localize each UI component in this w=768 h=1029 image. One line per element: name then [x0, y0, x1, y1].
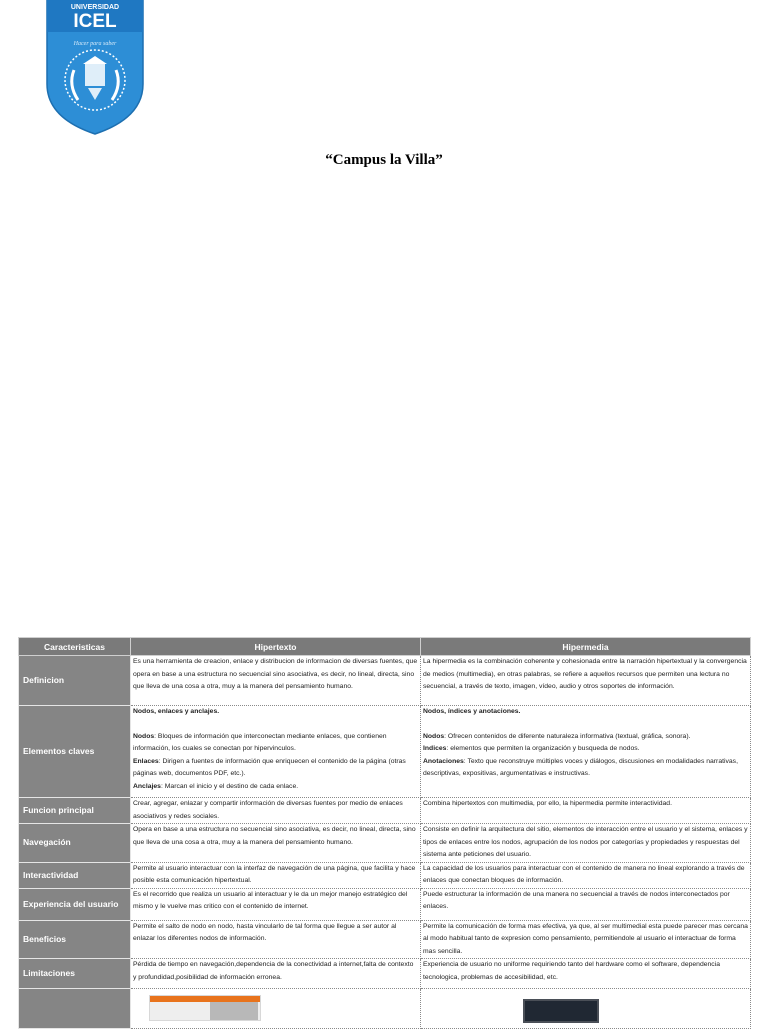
- svg-text:ICEL: ICEL: [73, 11, 117, 32]
- anclajes-text: : Marcan el inicio y el destino de cada enlace.: [160, 782, 299, 790]
- cell-hipermedia-navegacion: Consiste en definir la arquitectura del sitio, elementos de interacción entre el usuario y el sistema, enlaces y tipos de enlaces entre los nodos, agrupación de los nodos por categorías y propiedades y respuestas del sistema ante peticiones del usuario.: [421, 824, 751, 863]
- cell-hipertexto-navegacion: Opera en base a una estructura no secuencial sino asociativa, es decir, no lineal, directa, sino que lleva de una cosa a otra, muy a la manera del pensamiento humano.: [131, 824, 421, 863]
- table-row-definicion: [19, 656, 751, 706]
- cell-hipermedia-limitaciones: Experiencia de usuario no uniforme requiriendo tanto del hardware como el software, dependencia tecnologica, problemas de accesibilidad, etc.: [421, 959, 751, 989]
- hipertexto-example-image: [149, 995, 261, 1021]
- cell-hipermedia-experiencia: Puede estructurar la información de una manera no secuencial a través de nodos interconectados por enlaces.: [421, 888, 751, 920]
- nodos-label: Nodos: [133, 732, 155, 740]
- cell-hipermedia-definicion: La hipermedia es la combinación coherente y cohesionada entre la narración hipertextual y la convergencia de medios (multimedia), en otras palabras, se refiere a aquellos recursos que permiten una lectura no secuencial, a través de texto, imagen, vídeo, audio y otros soportes de información.: [421, 656, 751, 706]
- cell-hipertexto-beneficios: Permite el salto de nodo en nodo, hasta vincularlo de tal forma que llegue a ser autor al enlazar los diferentes nodos de información.: [131, 920, 421, 959]
- example-image-panel: [210, 1002, 258, 1020]
- hm-nodos-text: : Ofrecen contenidos de diferente naturaleza informativa (textual, gráfica, sonora).: [444, 732, 691, 740]
- row-label-elementos: Elementos claves: [19, 706, 131, 798]
- row-label-interactividad: Interactividad: [19, 862, 131, 888]
- cell-hipermedia-beneficios: Permite la comunicación de forma mas efectiva, ya que, al ser multimedial esta puede parecer mas cercana al modo habitual tanto de expresion como pensamiento, permitiendole al usuario el interactuar de forma mas sencilla.: [421, 920, 751, 959]
- svg-text:UNIVERSIDAD: UNIVERSIDAD: [70, 4, 120, 11]
- row-label-navegacion: Navegación: [19, 824, 131, 863]
- enlaces-text: : Dirigen a fuentes de información que enriquecen el contenido de la página (otras páginas web, documentos PDF, etc.).: [133, 757, 406, 777]
- row-label-beneficios: Beneficios: [19, 920, 131, 959]
- table-row-experiencia: [19, 888, 751, 920]
- row-label-definicion: Definicion: [19, 656, 131, 706]
- cell-hipertexto-limitaciones: Pérdida de tiempo en navegación,dependencia de la conectividad a internet,falta de contexto y profundidad,posibilidad de información erronea.: [131, 959, 421, 989]
- column-header-hipermedia: Hipermedia: [421, 638, 751, 656]
- table-row-navegacion: [19, 824, 751, 863]
- table-header-row: [19, 638, 751, 656]
- table-row-elementos: [19, 706, 751, 798]
- cell-hipermedia-interactividad: La capacidad de los usuarios para interactuar con el contenido de manera no lineal explorando a través de enlaces que conectan bloques de información.: [421, 862, 751, 888]
- indices-label: Indices: [423, 745, 447, 752]
- row-label-ejemplo: [19, 989, 131, 1029]
- elementos-hipertexto-heading: Nodos, enlaces y anclajes.: [133, 708, 220, 715]
- column-header-caracteristicas: Caracteristicas: [19, 638, 131, 656]
- indices-text: : elementos que permiten la organización y busqueda de nodos.: [446, 745, 640, 752]
- enlaces-label: Enlaces: [133, 757, 159, 765]
- svg-text:Hacer para saber: Hacer para saber: [73, 41, 117, 47]
- campus-title: “Campus la Villa”: [325, 152, 443, 168]
- cell-hipermedia-elementos: [421, 706, 751, 798]
- anclajes-label: Anclajes: [133, 782, 161, 790]
- cell-hipertexto-definicion: Es una herramienta de creacion, enlace y distribucion de informacion de diversas fuentes, que opera en base a una estructura no secuencial sino asociativa, es decir, no lineal, directa, sino que lleva de una cosa a otra, muy a la manera del pensamiento humano.: [131, 656, 421, 706]
- row-label-funcion: Funcion principal: [19, 798, 131, 824]
- cell-hipermedia-funcion: Combina hipertextos con multimedia, por ello, la hipermedia permite interactividad.: [421, 798, 751, 824]
- cell-hipertexto-elementos: [131, 706, 421, 798]
- row-label-experiencia: Experiencia del usuario: [19, 888, 131, 920]
- hm-nodos-label: Nodos: [423, 732, 445, 740]
- elementos-hipermedia-heading: Nodos, índices y anotaciones.: [423, 708, 521, 715]
- cell-hipertexto-ejemplo: [131, 989, 421, 1029]
- table-row-beneficios: [19, 920, 751, 959]
- university-logo: [44, 0, 146, 136]
- nodos-text: : Bloques de información que interconectan mediante enlaces, que contienen información, los cuales se conectan por hipervinculos.: [133, 732, 387, 752]
- cell-hipermedia-ejemplo: [421, 989, 751, 1029]
- table-row-interactividad: [19, 862, 751, 888]
- hipermedia-example-image: [523, 999, 599, 1023]
- column-header-hipertexto: Hipertexto: [131, 638, 421, 656]
- anotaciones-text: : Texto que reconstruye múltiples voces y diálogos, discusiones en modalidades narrativas, descriptivas, expositivas, argumentativas e instructivas.: [423, 757, 738, 777]
- row-label-limitaciones: Limitaciones: [19, 959, 131, 989]
- table-row-limitaciones: [19, 959, 751, 989]
- anotaciones-label: Anotaciones: [423, 757, 464, 765]
- table-row-funcion: [19, 798, 751, 824]
- table-row-ejemplo: [19, 989, 751, 1029]
- cell-hipertexto-experiencia: Es el recorrido que realiza un usuario al interactuar y le da un mejor manejo estratégico del mismo y le vuelve mas critico con el contenido de internet.: [131, 888, 421, 920]
- cell-hipertexto-funcion: Crear, agregar, enlazar y compartir información de diversas fuentes por medio de enlaces asociativos y redes sociales.: [131, 798, 421, 824]
- cell-hipertexto-interactividad: Permite al usuario interactuar con la interfaz de navegación de una página, que facilita y hace posible esta comunicación hipertextual.: [131, 862, 421, 888]
- comparison-table: [18, 637, 751, 1029]
